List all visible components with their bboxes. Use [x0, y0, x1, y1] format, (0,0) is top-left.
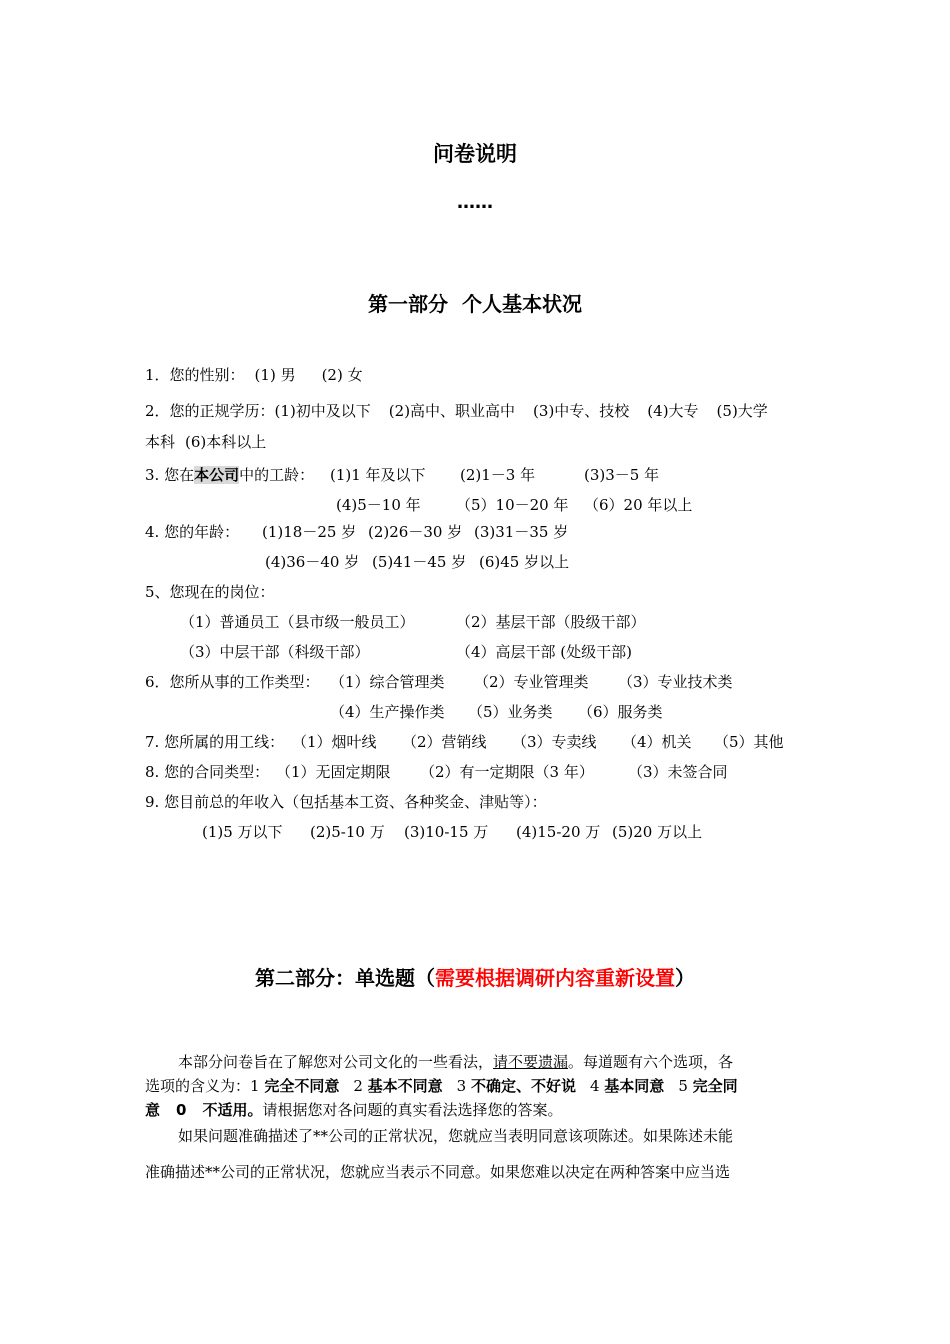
scale-3: 不确定、不好说 [470, 1077, 576, 1095]
p2-line-1: 如果问题准确描述了**公司的正常状况，您就应当表明同意该项陈述。如果陈述未能 [178, 1127, 734, 1145]
q2-label: 2．您的正规学历： [145, 402, 275, 420]
q3-option-5[interactable]: （5）10－20 年 [456, 496, 569, 514]
q2-option-5[interactable]: (5)大学 [716, 402, 768, 420]
part1-heading: 第一部分 个人基本状况 [368, 292, 582, 316]
title-ellipsis: …… [457, 192, 493, 213]
q5-option-4[interactable]: （4）高层干部 (处级干部) [456, 643, 633, 661]
q9-option-4[interactable]: (4)15-20 万 [516, 823, 601, 841]
part2-heading [0, 962, 950, 991]
q6-option-2[interactable]: （2）专业管理类 [474, 673, 589, 691]
q6-option-4[interactable]: （4）生产操作类 [330, 703, 445, 721]
q3-option-3[interactable]: (3)3－5 年 [584, 466, 660, 484]
q4-option-6[interactable]: (6)45 岁以上 [479, 553, 570, 571]
q2-option-6[interactable]: (6)本科以上 [185, 433, 267, 451]
q8-option-3[interactable]: （3）未签合同 [628, 763, 728, 781]
q5-option-1[interactable]: （1）普通员工（县市级一般员工） [180, 613, 415, 631]
scale-2: 基本不同意 [367, 1077, 443, 1095]
p1-text-a: 本部分问卷旨在了解您对公司文化的一些看法， [178, 1053, 494, 1071]
q9-label: 9. 您目前总的年收入（包括基本工资、各种奖金、津贴等）： [145, 793, 547, 811]
q5-label: 5、您现在的岗位： [145, 583, 275, 601]
p1-text-c: 选项的含义为：1 [145, 1077, 265, 1095]
q8-label: 8. 您的合同类型： [145, 763, 270, 781]
q8-option-2[interactable]: （2）有一定期限（3 年） [420, 763, 594, 781]
q3-line [145, 465, 314, 485]
q4-option-1[interactable]: (1)18－25 岁 [262, 523, 357, 541]
q3-label-post: 中的工龄： [239, 466, 315, 484]
q9-option-3[interactable]: (3)10-15 万 [404, 823, 489, 841]
scale-5b: 意 [145, 1101, 161, 1119]
q2-line [145, 401, 768, 421]
q2-option-2[interactable]: (2)高中、职业高中 [388, 402, 516, 420]
q4-option-4[interactable]: (4)36－40 岁 [265, 553, 360, 571]
q4-option-2[interactable]: (2)26－30 岁 [368, 523, 463, 541]
q7-option-3[interactable]: （3）专卖线 [512, 733, 597, 751]
q4-option-5[interactable]: (5)41－45 岁 [372, 553, 467, 571]
scale-3-num: 3 [456, 1077, 471, 1095]
q4-label: 4. 您的年龄： [145, 523, 240, 541]
p1-text-d: 请根据您对各问题的真实看法选择您的答案。 [262, 1101, 563, 1119]
q3-option-6[interactable]: （6）20 年以上 [584, 496, 693, 514]
q2-option-3[interactable]: (3)中专、技校 [533, 402, 630, 420]
scale-2-num: 2 [353, 1077, 368, 1095]
p1-line-2 [145, 1076, 738, 1096]
q6-option-3[interactable]: （3）专业技术类 [618, 673, 733, 691]
part2-heading-close: ） [675, 966, 695, 990]
q7-option-2[interactable]: （2）营销线 [402, 733, 487, 751]
q9-option-5[interactable]: (5)20 万以上 [612, 823, 703, 841]
q3-option-4[interactable]: (4)5－10 年 [336, 496, 421, 514]
q1-option-1[interactable]: (1) 男 [254, 366, 296, 384]
q3-option-1[interactable]: (1)1 年及以下 [330, 466, 426, 484]
q7-label: 7. 您所属的用工线： [145, 733, 285, 751]
q7-option-4[interactable]: （4）机关 [622, 733, 692, 751]
q2-option-4[interactable]: (4)大专 [647, 402, 699, 420]
q1-label: 1．您的性别： [145, 366, 245, 384]
scale-0: 不适用。 [202, 1101, 263, 1119]
q2-line-2 [145, 432, 266, 452]
p1-line-1 [178, 1052, 733, 1072]
q5-option-2[interactable]: （2）基层干部（股级干部） [456, 613, 646, 631]
scale-5-num: 5 [678, 1077, 693, 1095]
q7-option-5[interactable]: （5）其他 [714, 733, 784, 751]
p1-underline: 请不要遗漏 [493, 1053, 569, 1071]
q9-option-1[interactable]: (1)5 万以下 [202, 823, 283, 841]
scale-5a: 完全同 [692, 1077, 738, 1095]
q2-option-5-cont: 本科 [145, 433, 176, 451]
p1-text-b: 。每道题有六个选项，各 [568, 1053, 734, 1071]
q1-line [145, 365, 363, 385]
q3-highlight: 本公司 [194, 466, 240, 484]
q6-option-5[interactable]: （5）业务类 [468, 703, 553, 721]
q5-option-3[interactable]: （3）中层干部（科级干部） [180, 643, 370, 661]
q6-option-1[interactable]: （1）综合管理类 [330, 673, 445, 691]
q2-option-1[interactable]: (1)初中及以下 [274, 402, 371, 420]
q8-option-1[interactable]: （1）无固定期限 [276, 763, 391, 781]
q9-option-2[interactable]: (2)5-10 万 [310, 823, 385, 841]
q1-option-2[interactable]: (2) 女 [321, 366, 363, 384]
q4-option-3[interactable]: (3)31－35 岁 [474, 523, 569, 541]
q6-option-6[interactable]: （6）服务类 [578, 703, 663, 721]
part2-heading-note: 需要根据调研内容重新设置 [435, 966, 675, 990]
q7-option-1[interactable]: （1）烟叶线 [292, 733, 377, 751]
page-title: 问卷说明 [433, 142, 517, 166]
q6-label: 6．您所从事的工作类型： [145, 673, 320, 691]
scale-0-num: 0 [176, 1101, 187, 1119]
p2-line-2: 准确描述**公司的正常状况，您就应当表示不同意。如果您难以决定在两种答案中应当选 [145, 1163, 731, 1181]
scale-4-num: 4 [589, 1077, 605, 1095]
scale-1: 完全不同意 [264, 1077, 340, 1095]
part2-heading-text: 第二部分：单选题（ [255, 966, 435, 990]
q3-label-pre: 3. 您在 [145, 466, 195, 484]
q3-option-2[interactable]: (2)1－3 年 [460, 466, 536, 484]
p1-line-3 [145, 1100, 562, 1120]
scale-4: 基本同意 [604, 1077, 665, 1095]
